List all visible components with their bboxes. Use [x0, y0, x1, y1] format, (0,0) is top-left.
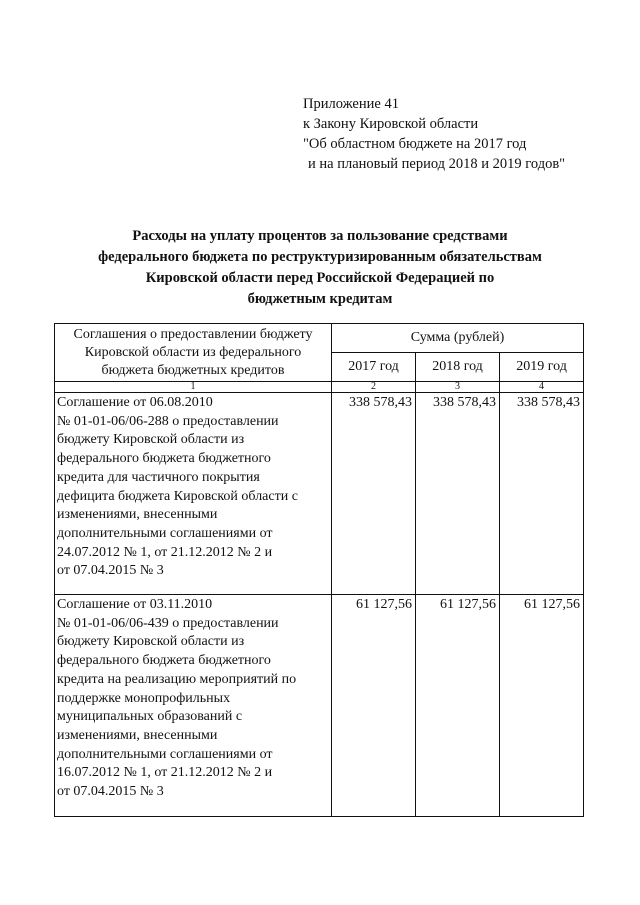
- header-agreements-line-3: бюджета бюджетных кредитов: [101, 362, 285, 378]
- table-row: [55, 393, 584, 595]
- document-title: [60, 226, 580, 310]
- column-number-3: 3: [416, 382, 500, 393]
- description-line: № 01-01-06/06-288 о предоставлении: [57, 413, 279, 429]
- amount-2017: 61 127,56: [332, 595, 416, 817]
- amount-2017: 338 578,43: [332, 393, 416, 595]
- description-line: 16.07.2012 № 1, от 21.12.2012 № 2 и: [57, 765, 273, 781]
- description-line: поддержке монопрофильных: [57, 690, 231, 706]
- header-year-2018: 2018 год: [416, 353, 500, 382]
- budget-table: [54, 323, 584, 817]
- title-line-4: бюджетным кредитам: [247, 291, 393, 307]
- column-number-4: 4: [500, 382, 584, 393]
- column-number-1: 1: [55, 382, 332, 393]
- header-sum: Сумма (рублей): [332, 324, 584, 353]
- description-line: бюджету Кировской области из: [57, 634, 245, 650]
- title-line-3: Кировской области перед Российской Федерацией по: [145, 270, 495, 286]
- amount-2019: 61 127,56: [500, 595, 584, 817]
- amount-2018: 61 127,56: [416, 595, 500, 817]
- description-line: муниципальных образований с: [57, 709, 243, 725]
- header-year-2017: 2017 год: [332, 353, 416, 382]
- header-year-2019: 2019 год: [500, 353, 584, 382]
- amount-2019: 338 578,43: [500, 393, 584, 595]
- description-line: 24.07.2012 № 1, от 21.12.2012 № 2 и: [57, 544, 273, 560]
- description-line: изменениями, внесенными: [57, 507, 218, 523]
- appendix-law-period: и на плановый период 2018 и 2019 годов": [308, 156, 566, 172]
- description-line: кредита на реализацию мероприятий по: [57, 671, 297, 687]
- appendix-law-title: "Об областном бюджете на 2017 год: [303, 136, 527, 152]
- appendix-number: Приложение 41: [303, 96, 399, 112]
- description-line: от 07.04.2015 № 3: [57, 563, 164, 579]
- description-line: Соглашение от 06.08.2010: [57, 395, 213, 410]
- amount-2018: 338 578,43: [416, 393, 500, 595]
- description-line: бюджету Кировской области из: [57, 432, 245, 448]
- agreement-description: [55, 595, 332, 817]
- header-agreements-line-2: Кировской области из федерального: [84, 344, 302, 360]
- appendix-note: [303, 94, 565, 174]
- appendix-law-reference: к Закону Кировской области: [303, 116, 479, 132]
- description-line: дефицита бюджета Кировской области с: [57, 488, 298, 504]
- description-line: федерального бюджета бюджетного: [57, 451, 271, 467]
- description-line: кредита для частичного покрытия: [57, 469, 260, 485]
- description-line: дополнительными соглашениями от: [57, 746, 273, 762]
- description-line: дополнительными соглашениями от: [57, 525, 273, 541]
- description-line: федерального бюджета бюджетного: [57, 653, 271, 669]
- description-line: изменениями, внесенными: [57, 727, 218, 743]
- description-line: Соглашение от 03.11.2010: [57, 597, 213, 612]
- table-row: [55, 595, 584, 817]
- title-line-2: федерального бюджета по реструктуризированным обязательствам: [98, 249, 542, 265]
- column-number-2: 2: [332, 382, 416, 393]
- title-line-1: Расходы на уплату процентов за пользование средствами: [132, 228, 508, 244]
- header-agreements: [55, 324, 332, 382]
- description-line: № 01-01-06/06-439 о предоставлении: [57, 615, 279, 631]
- header-agreements-line-1: Соглашения о предоставлении бюджету: [73, 326, 313, 342]
- description-line: от 07.04.2015 № 3: [57, 784, 164, 800]
- agreement-description: [55, 393, 332, 595]
